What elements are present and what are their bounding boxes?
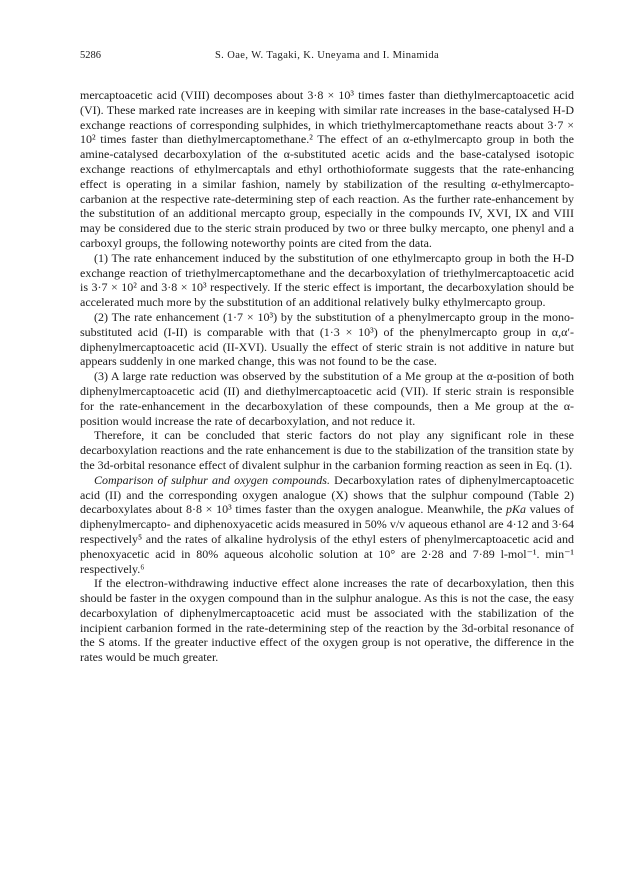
text-run: values of diphenylmercapto- and diphenoxyacetic acids measured in 50% v/v aqueous ethanol are 4·12 and 3·64 respectively⁵ and the rates of alkaline hydrolysis of the ethyl esters of phenylmercaptoacetic acid and phenoxyacetic acid in 80% aqueous alcoholic solution at 10° are 2·28 and 7·89 l-mol⁻¹. min⁻¹ respectively.⁶	[80, 502, 574, 576]
page-header	[80, 50, 574, 66]
paragraph-sulphur-oxygen-comparison	[80, 473, 574, 577]
text-run: (1) The rate enhancement induced by the substitution of one ethylmercapto group in both the H-D exchange reaction of triethylmercaptomethane and the decarboxylation of triethylmercaptoacetic acid is 3·7 × 10² and 3·8 × 10³ respectively. If the steric effect is important, the decarboxylation should be accelerated much more by the substitution of an additional relatively bulky ethylmercapto group.	[80, 250, 574, 310]
paragraph-point-1	[80, 251, 574, 310]
text-run: If the electron-withdrawing inductive effect alone increases the rate of decarboxylation, then this should be faster in the oxygen compound than in the sulphur analogue. As this is not the case, the easy decarboxylation of diphenylmercaptoacetic acid must be associated with the stabilization of the incipient carbanion formed in the rate-determining step of the reaction by the 3d-orbital resonance of the S atoms. If the greater inductive effect of the oxygen group is not operative, the difference in the rates would be much greater.	[80, 576, 574, 665]
text-run: (3) A large rate reduction was observed by the substitution of a Me group at the α-position of both diphenylmercaptoacetic acid (II) and diethylmercaptoacetic acid (VII). If steric strain is responsible for the rate-enhancement in the decarboxylation of these compounds, then a Me group at the α-position would increase the rate of decarboxylation, and not reduce it.	[80, 369, 574, 428]
paragraph-continuation	[80, 88, 574, 251]
paragraph-conclusion	[80, 428, 574, 472]
paragraph-inductive-effect	[80, 576, 574, 665]
text-run-italic: pKa	[505, 502, 526, 517]
text-run: Decarboxylation rates of diphenylmercaptoacetic acid (II) and the corresponding oxygen analogue (X) shows that the sulphur compound (Table 2) decarboxylates about 8·8 × 10³ times faster than the oxygen analogue. Meanwhile, the	[80, 472, 574, 517]
text-run: (2) The rate enhancement (1·7 × 10³) by the substitution of a phenylmercapto group in the mono-substituted acid (I-II) is comparable with that (1·3 × 10³) of the phenylmercapto group in α,α′-diphenylmercaptoacetic acid (II-XVI). Usually the effect of steric strain is not additive in nature but appears suddenly in one marked change, this was not found to be the case.	[80, 309, 574, 369]
section-run-in-heading: Comparison of sulphur and oxygen compounds.	[94, 472, 330, 487]
paragraph-point-2	[80, 310, 574, 369]
body-text	[80, 88, 574, 665]
page-number: 5286	[80, 50, 101, 61]
text-run: Therefore, it can be concluded that steric factors do not play any significant role in these decarboxylation reactions and the rate enhancement is due to the stabilization of the transition state by the 3d-orbital resonance effect of divalent sulphur in the carbanion forming reaction as seen in Eq. (1).	[80, 428, 574, 472]
paragraph-point-3	[80, 369, 574, 428]
text-run: mercaptoacetic acid (VIII) decomposes about 3·8 × 10³ times faster than diethylmercaptoacetic acid (VI). These marked rate increases are in keeping with similar rate increases in the base-catalysed H-D exchange reactions of corresponding sulphides, in which triethylmercaptomethane reacts about 3·7 × 10² times faster than diethylmercaptomethane.² The effect of an α-ethylmercapto group in both the amine-catalysed decarboxylation of the α-substituted acetic acids and the base-catalysed isotopic exchange reactions of ethylmercaptals and ethyl orthothioformate suggests that the rate-enhancing effect is operating in a similar fashion, namely by stabilization of the resulting α-ethylmercapto-carbanion at the respective rate-determining step of each reaction. As the further rate-enhancement by the substitution of an additional mercapto group, especially in the compounds IV, XVI, IX and VIII may be considered due to the steric strain produced by two or three bulky mercapto, one phenyl and a carboxyl groups, the following noteworthy points are cited from the data.	[80, 88, 574, 250]
running-head-authors: S. Oae, W. Tagaki, K. Uneyama and I. Minamida	[214, 50, 440, 61]
